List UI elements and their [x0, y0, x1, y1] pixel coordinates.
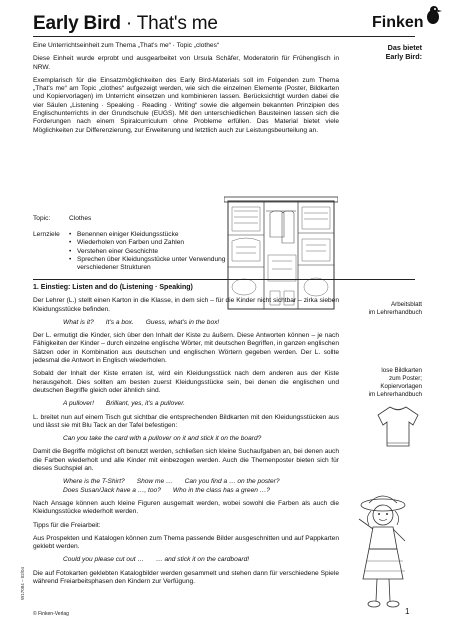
- goal-item: • Benennen einiger Kleidungsstücke: [69, 231, 229, 239]
- dialog-line: [33, 319, 339, 327]
- dialog-phrase: … and stick it on the cardboard!: [156, 556, 250, 564]
- note-line: Kopiervorlagen: [380, 383, 422, 390]
- dialog-phrase: Could you please cut out …: [63, 556, 145, 564]
- dialog-phrase: A pullover!: [63, 400, 94, 408]
- goals-list: [69, 231, 229, 272]
- note-line: lose Bildkarten: [381, 367, 422, 374]
- dialog-line: [33, 487, 339, 495]
- girl-illustration: [343, 491, 427, 615]
- dialog-phrase: It's a box.: [105, 318, 134, 326]
- dialog-line: [33, 400, 339, 408]
- goals-label: Lernziele: [33, 231, 60, 238]
- dialog-phrase: Show me …: [136, 478, 173, 486]
- section1-heading: 1. Einstieg: Listen and do (Listening · Speaking): [33, 284, 193, 291]
- section-rule: [33, 279, 415, 280]
- finken-logo: Finken: [372, 14, 424, 31]
- goal-item: • Wiederholen von Farben und Zahlen: [69, 239, 229, 247]
- dialog-phrase: Who in the class has a green …?: [172, 486, 271, 494]
- note-line: im Lehrerhandbuch: [368, 309, 422, 316]
- intro-block: [33, 42, 339, 140]
- paragraph: Sobald der Inhalt der Kiste erraten ist, wird ein Kleidungsstück nach dem anderen aus der Kiste herausgeholt. Dies sollten am besten zuerst Kleidungsstücke sein, bei denen die englischen und deutschen Begriffe gleich oder ähnlich sind.: [33, 370, 339, 394]
- paragraph: Nach Ansage können auch kleine Figuren ausgemalt werden, wobei sowohl die Farben als auch die Kleidungsstücke wiederholt werden.: [33, 499, 339, 516]
- bird-logo-icon: [424, 5, 442, 25]
- paragraph: Aus Prospekten und Katalogen können zum Thema passende Bilder ausgeschnitten und auf Pappkarten geklebt werden.: [33, 534, 339, 551]
- note-line: zum Poster;: [388, 375, 422, 382]
- note-line: im Lehrerhandbuch: [368, 391, 422, 398]
- paragraph: Damit die Begriffe möglichst oft benutzt werden, schließen sich kleine Suchaufgaben an, bei denen auch die Farben wiederholt und alle Kinder mit einbezogen werden. Auch die Themenposter bieten sich für dieses Suchspiel an.: [33, 448, 339, 473]
- topic-label: Topic:: [33, 215, 51, 222]
- intro-line: Eine Unterrichtseinheit zum Thema „That's me“ · Topic „clothes“: [33, 42, 220, 49]
- paragraph: Die auf Fotokarten geklebten Katalogbilder werden gesammelt und stehen dann für verschiedene Spiele während Freiarbeitsphasen den Kindern zur Verfügung.: [33, 569, 339, 586]
- topic-value: Clothes: [69, 215, 92, 222]
- paragraph: Tipps für die Freiarbeit:: [33, 521, 101, 529]
- goal-item: • Sprechen über Kleidungsstücke unter Verwendung verschiedener Strukturen: [69, 256, 229, 273]
- dialog-phrase: What is it?: [63, 318, 94, 326]
- paragraph: L. breitet nun auf einem Tisch gut sichtbar die entsprechenden Bildkarten mit den Kleidungsstücken aus und lässt sie mit Blu Tack an der Tafel befestigen:: [33, 413, 339, 429]
- dialog-line: [33, 556, 339, 564]
- page-number: 1: [405, 607, 410, 616]
- sidebar-note-cards: [350, 367, 422, 399]
- paragraph: Der Lehrer (L.) stellt einen Karton in die Klasse, in dem sich – für die Kinder nicht sichtbar – zirka sieben Kleidungsstücke befinden.: [33, 297, 339, 313]
- pullover-illustration: [376, 403, 420, 449]
- sidebar-note-worksheet: [350, 301, 422, 317]
- note-line: Arbeitsblatt: [391, 301, 422, 308]
- title-rest: That's me: [136, 13, 218, 34]
- sidebar-heading-line2: Early Bird:: [385, 52, 422, 61]
- intro-paragraph: Exemplarisch für die Einsatzmöglichkeiten des Early Bird-Materials soll im Folgenden zum Thema „That's me“ am Topic „clothes“ aufgezeigt werden, wie sich die einzelnen Elemente (Poster, Bildkarten und Kopiervorlagen) im Unterricht einsetzen und kombinieren lassen. Berücksichtigt wurden dabei die vier Säulen „Listening · Speaking · Reading · Writing“ sowie die allgemein bekannten Prinzipien des Englischunterrichts in der Grundschule (EUGS). Mit den unterschiedlichen Bausteinen lassen sich die Forderungen nach einem Spiralcurriculum ohne Probleme erfüllen. Das Material bietet viele Möglichkeiten zur Differenzierung, zur Erweiterung und letztlich auch zur Leistungsbeurteilung an.: [33, 76, 339, 134]
- paragraph: Der L. ermutigt die Kinder, sich über den Inhalt der Kiste zu äußern. Diese Antworten können – je nach Fähigkeiten der Kinder – durch einzelne englische Wörter, mit deutschen Begriffen, in ganzen englischen Sätzen oder in Kombination aus deutschen und englischen Wörtern gegeben werden. Der L. sollte jedesmal die Antwort in Englisch wiederholen.: [33, 332, 339, 365]
- topic-row: [33, 215, 92, 222]
- dialog-phrase: Brilliant, yes, it's a pullover.: [105, 400, 185, 408]
- title-separator: ·: [120, 13, 137, 34]
- intro-authors: Diese Einheit wurde erprobt und ausgearbeitet von Ursula Schäfer, Moderatorin für Frühenglisch in NRW.: [33, 55, 339, 71]
- dialog-phrase: Guess, what's in the box!: [145, 318, 220, 326]
- page-title: [33, 13, 218, 35]
- dialog-line: [33, 478, 339, 486]
- dialog-phrase: Can you find a … on the poster?: [184, 478, 280, 486]
- copyright: © Finken-Verlag: [33, 611, 69, 617]
- sidebar-heading-line1: Das bietet: [387, 43, 422, 52]
- article-code: W17084 – 02/04: [20, 566, 25, 600]
- dialog-line: Can you take the card with a pullover on it and stick it on the board?: [63, 435, 262, 443]
- section1-block: [33, 284, 339, 591]
- title-bold: Early Bird: [33, 13, 121, 34]
- sidebar-heading: [350, 43, 422, 61]
- dialog-phrase: Where is the T-Shirt?: [63, 478, 125, 486]
- dialog-phrase: Does Susan/Jack have a …, too?: [63, 486, 161, 494]
- goal-item: • Verstehen einer Geschichte: [69, 248, 229, 256]
- header-rule: [33, 36, 415, 37]
